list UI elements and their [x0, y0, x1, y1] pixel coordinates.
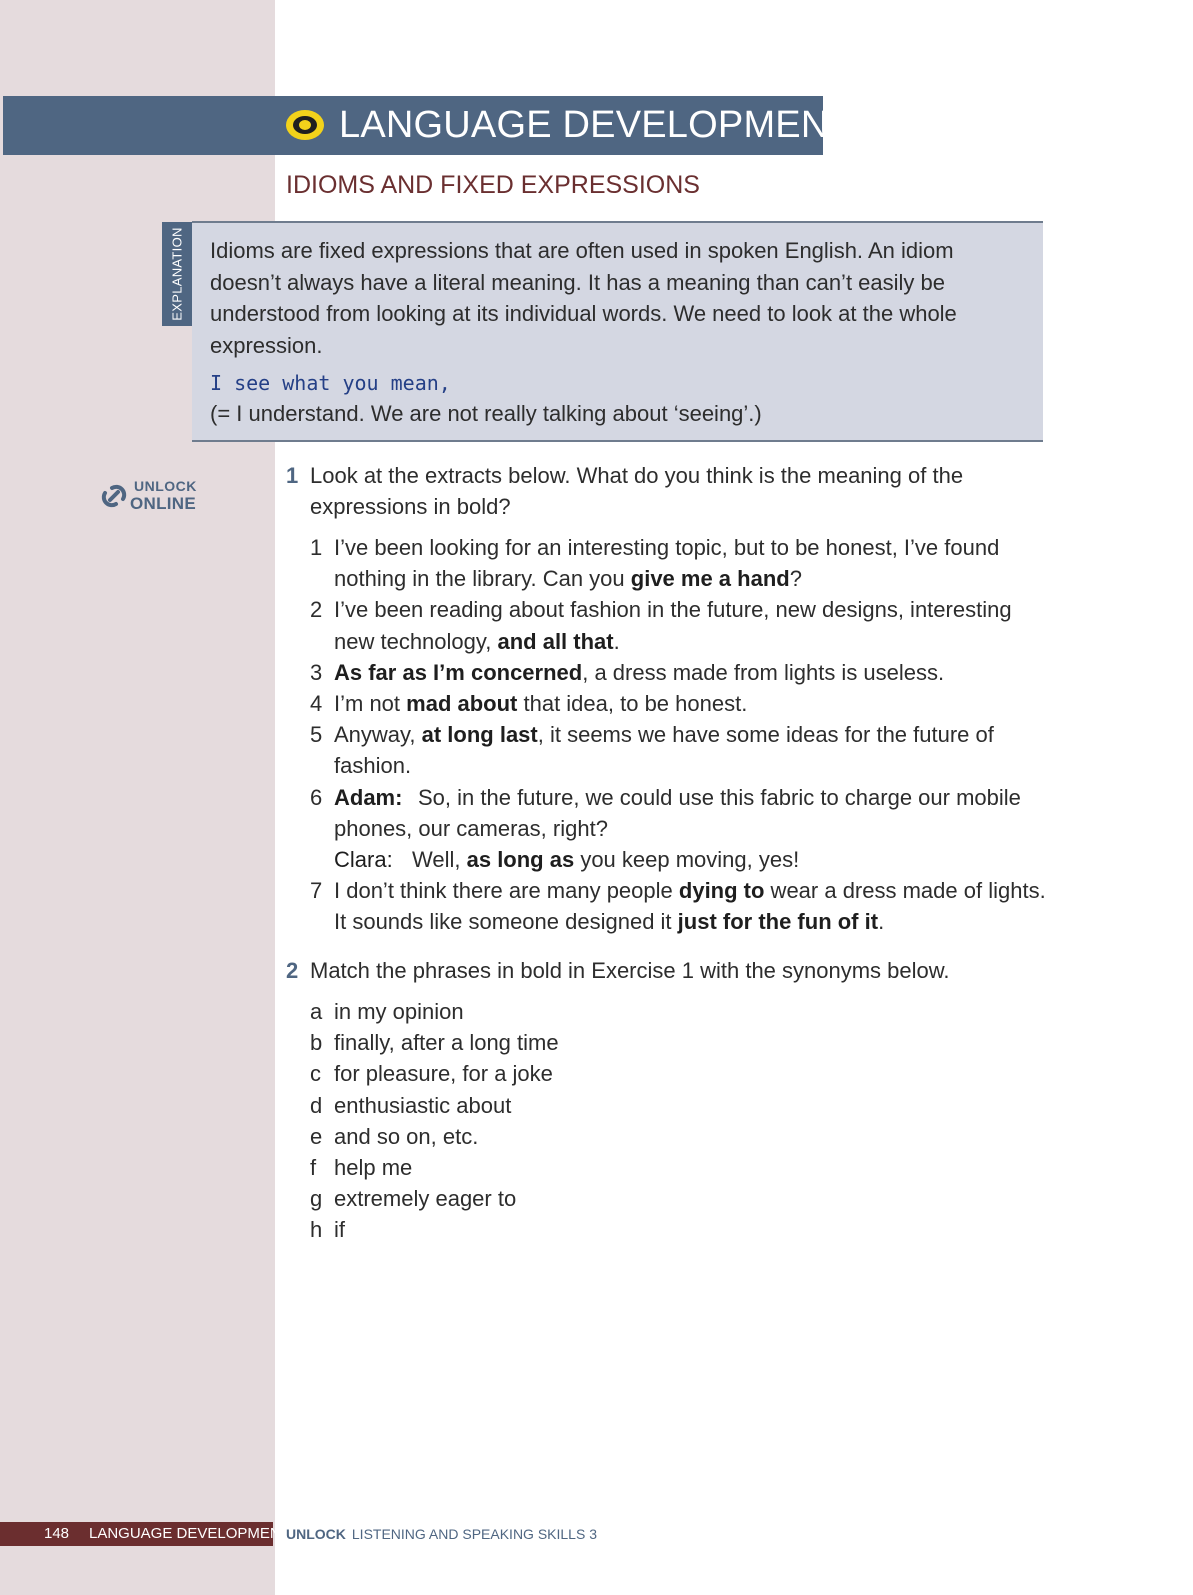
idiom-bold: at long last: [421, 722, 538, 748]
list-item: 4 I’m not mad about that idea, to be honest.: [310, 691, 748, 717]
idiom-bold: mad about: [406, 691, 518, 717]
list-item: 7 I don’t think there are many people dying to wear a dress made of lights. It sounds like someone designed it just for the fun of it.: [310, 878, 1046, 935]
list-item: d enthusiastic about: [310, 1092, 512, 1118]
banner-title: LANGUAGE DEVELOPMENT: [339, 104, 852, 146]
unlock-logo-line2: ONLINE: [130, 494, 197, 513]
idiom-bold: give me a hand: [630, 566, 790, 592]
exercise-prompt: Look at the extracts below. What do you think is the meaning of the expressions in bold?: [310, 463, 964, 519]
exercise-2: [286, 955, 1046, 1246]
footer-title: LISTENING AND SPEAKING SKILLS 3: [351, 1526, 597, 1542]
list-item: e and so on, etc.: [310, 1123, 479, 1149]
explanation-tab-label: EXPLANATION: [169, 227, 185, 321]
example-handwritten: I see what you mean,: [210, 371, 451, 395]
exercise-prompt: Match the phrases in bold in Exercise 1 with the synonyms below.: [310, 958, 950, 983]
section-title: IDIOMS AND FIXED EXPRESSIONS: [286, 171, 700, 199]
page-number: 148: [44, 1525, 70, 1542]
list-item: c for pleasure, for a joke: [310, 1061, 553, 1087]
exercise-1-items: [310, 532, 1046, 938]
list-item: a in my opinion: [310, 999, 464, 1024]
explanation-tab: [162, 222, 192, 326]
section-banner: [3, 96, 852, 155]
unlock-online-logo[interactable]: [96, 476, 206, 516]
list-item-dialogue: 6 Adam: So, in the future, we could use this fabric to charge our mobile phones, our cameras, right? Clara: Well, as long as you keep moving, yes!: [310, 782, 1046, 876]
list-item: h if: [310, 1217, 345, 1243]
list-item: 2 I’ve been reading about fashion in the future, new designs, interesting new technology, and all that.: [310, 597, 1012, 654]
footer-section: LANGUAGE DEVELOPMENT: [89, 1525, 290, 1542]
exercise-number: 2: [286, 958, 299, 983]
unlock-eye-icon: [285, 105, 325, 145]
footer-book-title: [286, 1522, 597, 1546]
list-item: g extremely eager to: [310, 1186, 517, 1212]
exercise-number: 1: [286, 463, 299, 488]
exercise-2-items: [310, 996, 1046, 1246]
list-item: 5 Anyway, at long last, it seems we have some ideas for the future of fashion.: [310, 722, 994, 779]
idiom-bold: as long as: [466, 847, 575, 873]
list-item: b finally, after a long time: [310, 1030, 559, 1056]
link-icon: [96, 478, 132, 514]
list-item: 3 As far as I’m concerned, a dress made from lights is useless.: [310, 659, 945, 685]
explanation-box: [192, 221, 1043, 442]
idiom-bold: As far as I’m concerned: [334, 659, 583, 685]
footer-band: [0, 1522, 290, 1546]
example-gloss: (= I understand. We are not really talking about ‘seeing’.): [210, 401, 762, 426]
list-item: 1 I’ve been looking for an interesting topic, but to be honest, I’ve found nothing in the library. Can you give me a hand?: [310, 535, 1000, 592]
exercise-1: [286, 460, 1046, 938]
explanation-text: Idioms are fixed expressions that are often used in spoken English. An idiom doesn’t always have a literal meaning. It has a meaning than can’t easily be understood from looking at its individual words. We need to look at the whole expression.: [210, 238, 957, 358]
idiom-bold: just for the fun of it: [677, 909, 879, 935]
footer-brand: UNLOCK: [286, 1526, 346, 1542]
speaker-adam: Adam:: [334, 784, 403, 810]
page-footer: [0, 1522, 1193, 1546]
speaker-clara: Clara:: [334, 847, 393, 873]
unlock-logo-line1: UNLOCK: [134, 478, 197, 494]
idiom-bold: dying to: [678, 878, 765, 904]
list-item: f help me: [310, 1155, 413, 1181]
idiom-bold: and all that: [497, 628, 614, 654]
